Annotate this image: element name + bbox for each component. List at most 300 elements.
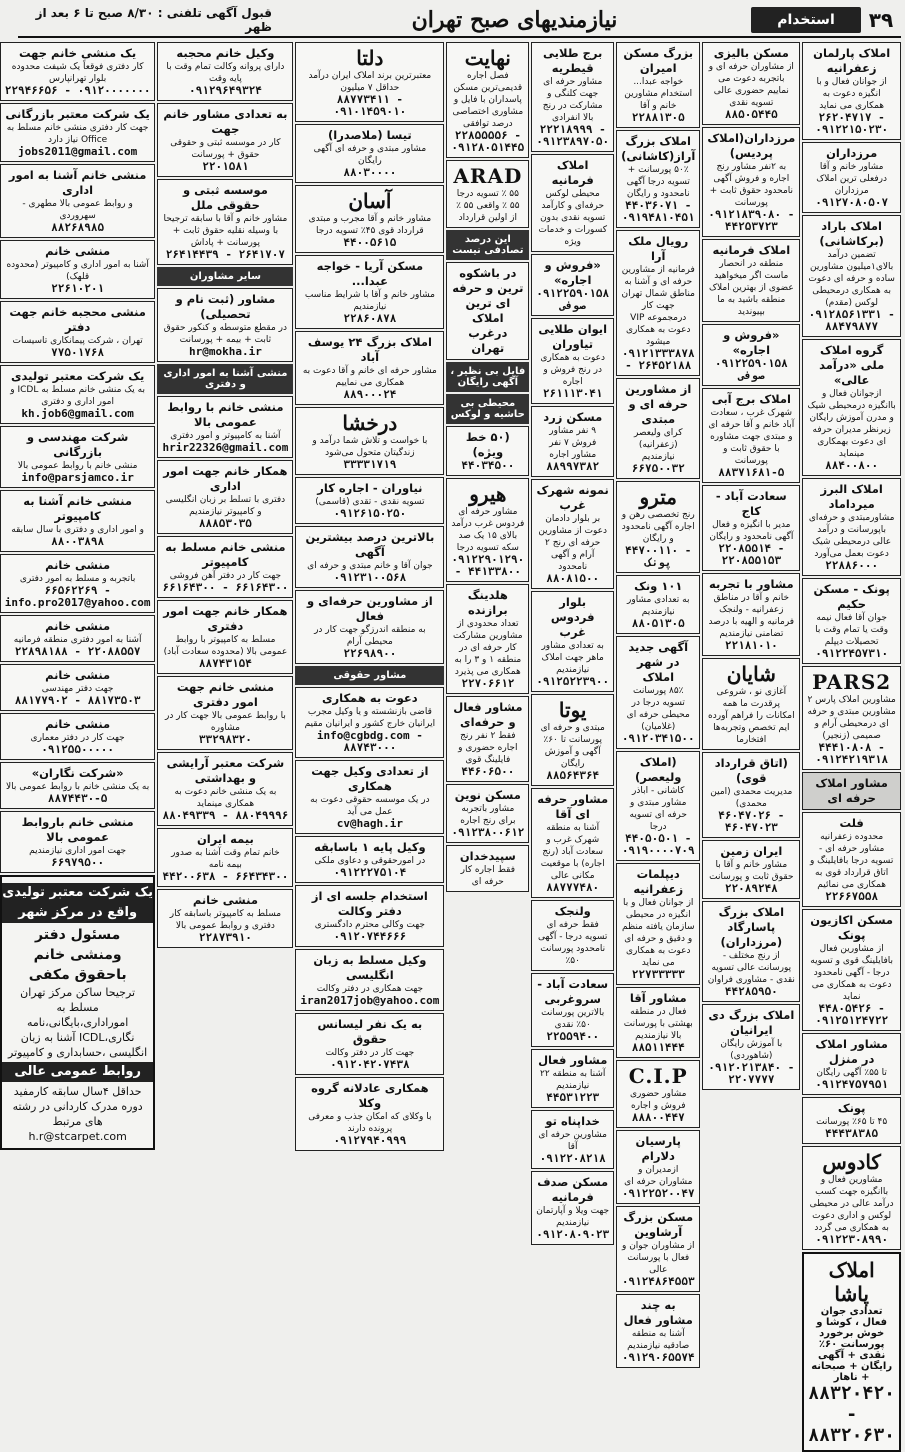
- ad-title: از تعدادی وکیل جهت همکاری: [311, 764, 429, 793]
- featured-job-title: مسئول دفتر ومنشی خانم باحقوق مکفی: [28, 927, 127, 983]
- featured-job-ad: [0, 875, 155, 1150]
- classified-ad: [531, 42, 614, 152]
- ad-phone: ۰۹۱۲۲۹۰۱۲۹۰ - ۴۴۱۳۳۸۰۰: [451, 553, 525, 578]
- classified-ad: [295, 885, 444, 947]
- ad-phone: hr@mokha.ir: [188, 345, 262, 358]
- ad-title: مسکن بزرگ آرشاوین: [623, 1210, 694, 1239]
- ad-title: موسسه ثبتی و حقوقی ملل: [183, 183, 268, 212]
- ad-phone: ۲۲۵۵۹۴۰۰: [546, 1030, 600, 1043]
- ad-body: کار در موسسه ثبتی و حقوقی حقوق + پورسانت: [170, 138, 281, 160]
- ad-body: مشاور حرفه ای خانم و آقا دعوت به همکاری می نماییم: [302, 366, 437, 388]
- ad-title: فلت: [839, 816, 864, 830]
- ad-body: مشاور خانم و آقا با شرایط مناسب نیازمندیم: [304, 290, 435, 312]
- classified-ad: [0, 240, 155, 299]
- ad-body: مبتدی و حرفه ای پورسانت تا ۶۰٪ آگهی و آموزش رایگان: [540, 723, 605, 769]
- ad-title: مسکن بالیزی: [713, 46, 789, 60]
- ad-phone: ۲۲۸۷۳۹۱۰: [198, 931, 252, 944]
- ad-phone: ۲۲۱۸۱۰۱۰: [724, 639, 778, 652]
- ad-title: همکار خانم جهت امور اداری: [163, 464, 288, 493]
- ad-phone: kh.job6@gmail.com: [21, 407, 134, 420]
- ad-title: نهایت: [464, 46, 511, 70]
- ad-body: جهت کار دفتری منشی خانم مسلط به Office نیاز دارد: [6, 123, 149, 145]
- ad-phone: ۴۴۰۳۴۵۰۰: [461, 459, 515, 472]
- ad-body: فقط حرفه ای تسویه درجا - آگهی نامحدود پورسانت ۵۰٪: [537, 920, 608, 966]
- ad-phone: ۰۹۱۲۳۸۰۰۶۱۲: [451, 826, 525, 839]
- classified-ad: [446, 160, 529, 228]
- classified-ad: [802, 1146, 901, 1250]
- section-divider: مشاور حقوقی: [295, 666, 444, 685]
- ad-phone: ۶۶۵۶۲۲۶۹ - info.pro2017@yahoo.com: [4, 584, 151, 609]
- ad-phone: ۴۴۴۱۰۸۰۸ - ۰۹۱۲۴۲۱۹۳۱۸: [815, 741, 889, 766]
- ad-phone: ۸۸۰۸۱۵۰۰: [546, 572, 600, 585]
- classified-ad: [616, 751, 700, 861]
- ad-phone: ۸۸۰۳۰۰۰۰: [343, 166, 397, 179]
- ad-body: به یک منشی خانم دعوت به همکاری مینماید: [174, 787, 277, 809]
- classified-ad: [446, 696, 529, 782]
- ad-phone: ۶۶۷۵۰۰۳۲: [631, 462, 685, 475]
- ad-body: ۵۵ ٪ تسویه درجا ۵۵ ٪ واقعی ۵۵ ٪ از اولین قرارداد: [456, 189, 520, 223]
- ad-phone: ۰۹۱۲۲۴۵۷۳۱۰: [815, 647, 889, 660]
- ad-body: از رنج مختلف - پورسانت عالی تسویه نقدی - مشاوری فراوان: [707, 951, 795, 985]
- ad-title: مرزداران: [826, 146, 878, 160]
- ad-phone: ۲۲۷۳۳۳۳۳: [631, 968, 685, 981]
- ad-title: پونک - مسکن حکیم: [813, 582, 890, 611]
- classified-ad: [157, 42, 293, 101]
- ad-body: در مقطع متوسطه و کنکور حقوق ثابت + بیمه + پورسانت: [163, 323, 287, 345]
- classified-ad: [295, 42, 444, 122]
- ad-column: [802, 42, 901, 1446]
- ad-body: مشاورین فعال و باانگیزه جهت کسب درآمد عالی در محیطی لوکس و اداری دعوت به همکاری می گردد: [809, 1175, 894, 1233]
- section-divider: محیطی بی حاشیه و لوکس: [446, 394, 529, 424]
- ad-phone: ۴۴۶۰۶۵۰۰: [461, 765, 515, 778]
- ad-phone: ۰۹۱۲۴۷۵۷۹۵۱: [815, 1078, 889, 1091]
- ad-title: منشی خانم مسلط به کامپیوتر: [165, 540, 286, 569]
- ad-title: یک شرکت معتبر بازرگانی: [5, 107, 150, 121]
- classified-ad: [616, 863, 700, 985]
- ad-phone: ۸۸۷۴۴۳۰-۵: [47, 792, 108, 805]
- ad-title: منشی محجبه خانم جهت دفتر: [9, 305, 146, 334]
- ad-column: [157, 42, 293, 1276]
- ad-title: برج طلایی قیطریه: [543, 46, 603, 75]
- ad-body: جوان آقا و خانم مبتدی و حرفه ای: [307, 561, 433, 571]
- ad-phone: ۸۸۵۶۴۳۶۴: [546, 769, 600, 782]
- ad-body: تا ۵۵٪ آگهی رایگان: [816, 1068, 887, 1078]
- ad-phone: ۲۲۶۱۰۲۰۱: [51, 282, 105, 295]
- ad-body: منطقه در انحصار ماست اگر میخواهید عضوی از بهترین املاک منطقه باشید به ما بپیوندید: [708, 259, 794, 317]
- ad-body: جهت دفتر مهندسی: [41, 684, 114, 694]
- classified-ad: [616, 378, 700, 479]
- ad-body: مشاور حرفه ای فردوس غرب درآمد بالای ۱۵ یک صد سکه تسویه درجا: [451, 507, 525, 553]
- ad-phone: ۰۹۱۲۲۵۹۰۱۵۸ صوفی: [714, 357, 788, 382]
- ad-title: منشی خانم: [45, 619, 111, 633]
- ad-title: استخدام جلسه ای از دفتر وکالت: [311, 889, 428, 918]
- ad-phone: ۸۸۵۰۵۴۴۵: [724, 108, 778, 121]
- ad-title: نمونه شهرک غرب: [536, 483, 609, 512]
- ad-title: به تعدادی مشاور خانم جهت: [163, 107, 288, 136]
- ad-body: خواجه عبدا... استخدام مشاورین خانم و آقا: [624, 77, 693, 111]
- classified-ad: [446, 426, 529, 476]
- classified-ad: [531, 788, 614, 898]
- ad-column: [616, 42, 700, 1364]
- featured-skills: مسلط به اموراداری،بایگانی،نامه نگاری،ICDL آشنا به زبان انگلیسی ،حسابداری و کامپیوتر: [8, 1001, 148, 1059]
- classified-ad: [531, 900, 614, 971]
- ad-title: املاک باراد (برکاشانی): [819, 219, 884, 248]
- ad-title: املاک فرمانیه: [551, 158, 594, 187]
- classified-ad: [802, 42, 901, 140]
- featured-subband: روابط عمومی عالی: [2, 1062, 154, 1082]
- ad-phone: ۴۴۷۰۰۱۱۰ - پونک: [625, 544, 692, 569]
- classified-ad: [702, 573, 800, 656]
- classified-ad: [446, 584, 529, 694]
- classified-ad: [702, 901, 800, 1002]
- ad-title: وکیل مسلط به زبان انگلیسی: [313, 953, 427, 982]
- ad-title: مشاور حرفه ای آقا: [537, 792, 609, 821]
- ad-body: ۹ نفر مشاور فروش ۷ نفر مشاور اجاره: [549, 426, 597, 460]
- ad-phone: ۰۹۱۲۹۶۴۹۳۲۴: [188, 84, 262, 97]
- ad-phone: ۴۴۲۸۵۹۵۰: [724, 985, 778, 998]
- classified-ad: [157, 396, 293, 458]
- ad-body: تهران ، شرکت پیمانکاری تاسیسات: [12, 336, 143, 346]
- ad-phone: ۲۲۰۱۵۸۱: [202, 160, 249, 173]
- ad-title: پارسیان دلارام: [635, 1134, 681, 1163]
- ad-phone: ۲۲۸۵۵۵۵۶ - ۰۹۱۲۸۰۵۱۴۴۵: [451, 129, 525, 154]
- featured-preference: ترجیحا ساکن مرکز تهران: [20, 986, 136, 999]
- classified-ad: [802, 478, 901, 576]
- ad-body: مدیر با انگیزه و فعال آگهی نامحدود و رایگان: [709, 520, 794, 542]
- ad-title: «فروش و اجاره»: [544, 258, 601, 287]
- ad-phone: ۴۴۲۰۰۶۳۸ - ۶۶۴۳۴۳۰۰: [162, 870, 289, 883]
- ad-title: مشاور آقا: [629, 991, 687, 1005]
- classified-ad: [295, 255, 444, 329]
- ad-title: شرکت مهندسی و بازرگانی: [26, 430, 129, 459]
- classified-ad: [157, 460, 293, 534]
- classified-ad: [0, 664, 155, 711]
- ad-title: یک شرکت معتبر تولیدی: [10, 369, 145, 383]
- ad-title: گروه املاک ملی «درآمد عالی»: [819, 343, 885, 387]
- classified-ad: [802, 666, 901, 770]
- ad-title: منشی خانم: [45, 244, 111, 258]
- ad-title: منشی خانم با روابط عمومی بالا: [167, 400, 284, 429]
- classified-ad: [616, 575, 700, 634]
- classified-ad: [295, 949, 444, 1011]
- classified-ad: [802, 812, 901, 907]
- ad-phone: ۸۸۰۰۳۸۹۸: [51, 535, 105, 548]
- ad-title: به چند مشاور فعال: [623, 1298, 693, 1327]
- ad-body: از مشاوران حرفه ای و باتجربه دعوت می نماییم حضوری عالی تسویه نقدی: [708, 62, 794, 108]
- ad-body: دارای پروانه وکالت تمام وقت با پایه وقت: [166, 62, 285, 84]
- ad-title: وکیل پایه ۱ باسابقه: [314, 840, 426, 854]
- ad-body: جهت امور اداری نیازمندیم: [29, 846, 127, 856]
- ad-body: جهت ویلا و آپارتمان نیازمندیم: [536, 1206, 610, 1228]
- ad-title: ایران زمین: [720, 844, 783, 858]
- classified-ad: [295, 124, 444, 183]
- ad-phone: ۸۸۷۴۳۱۵۴: [198, 657, 252, 670]
- ad-body: جوان آقا فعال نیمه وقت یا تمام وقت با تحصیلات دیپلم: [815, 613, 889, 647]
- classified-ad: [531, 406, 614, 477]
- ad-body: ازجوانان فعال و باانگیزه درمحیطی شیک و مدرن آموزش رایگان زیرنظر مدیران حرفه ای دعوت بهمکاری مینماید: [807, 389, 896, 459]
- ad-title: PARS2: [812, 670, 892, 694]
- classified-ad: [157, 179, 293, 265]
- ad-phone: ۸۸۰۴۹۳۳۹ - ۸۸۰۴۹۹۹۶: [162, 809, 289, 822]
- classified-ad: [702, 239, 800, 322]
- footer-ad-pasha: [802, 1252, 901, 1452]
- ad-phone: ۸۸۸۰۰۴۴۷: [631, 1111, 685, 1124]
- ad-title: مشاور با تجربه: [709, 577, 794, 591]
- featured-email: h.r@stcarpet.com: [28, 1130, 127, 1143]
- ad-title: به یک نفر لیسانس حقوق: [317, 1017, 423, 1046]
- ad-phone: info@parsjamco.ir: [21, 471, 134, 484]
- ad-phone: ۲۲۲۱۸۹۹۹ - ۰۹۱۲۳۸۹۷۰۵۰: [536, 123, 610, 148]
- classified-ad: [157, 103, 293, 177]
- ad-body: مشاور حضوری فروش و اجاره: [629, 1089, 687, 1111]
- ad-title: رویال ملک آرا: [628, 234, 689, 263]
- ad-column: [0, 42, 155, 1276]
- ad-body: فرمانیه از مشاورین حرفه ای و آشنا به مناطق شمال تهران جهت کار درمجموعه VIP دعوت به همکاری میشود: [621, 265, 695, 347]
- classified-ad: [616, 1294, 700, 1368]
- classified-ad: [616, 987, 700, 1058]
- ad-body: مشاور حرفه ای جهت کلنگی و مشارکت در رنج بالا انفرادی: [542, 77, 603, 123]
- ad-title: کادوس: [822, 1150, 881, 1174]
- ad-title: مشاور فعال: [538, 1053, 608, 1067]
- ad-title: مسکن اکازیون پونک: [810, 913, 894, 942]
- ad-phone: ۸۸۴۰۰۸۰۰: [825, 459, 879, 472]
- ad-column: [702, 42, 800, 1276]
- classified-ad: [0, 762, 155, 809]
- classified-ad: [702, 840, 800, 899]
- ad-body: فصل اجاره قدیمی‌ترین مسکن پاسداران با فایل و مشاوری اختصاصی درصد توافقی: [452, 71, 524, 129]
- section-divider: منشی آشنا به امور اداری و دفتری: [157, 364, 293, 394]
- classified-ad: [295, 1077, 444, 1151]
- classified-ad: [702, 752, 800, 838]
- classified-ad: [295, 836, 444, 883]
- classified-ad: [616, 636, 700, 749]
- ad-title: (املاک ولیعصر): [635, 755, 682, 784]
- ad-phone: ۰۹۱۲۷۰۸۰۵۰۷: [815, 196, 889, 209]
- classified-ad: [616, 130, 700, 228]
- ad-title: منشی خانم: [45, 717, 111, 731]
- ad-body: کار دفتری فوقعاً یک شیفت محدوده بلوار تهرانپارس: [11, 62, 144, 84]
- ad-body: معتبرترین برند املاک ایران درآمد حداقل ۷ میلیون: [308, 71, 432, 93]
- ad-phone: ۰۹۱۲۲۵۹۰۱۵۸ صوفی: [536, 287, 610, 312]
- classified-ad: [616, 481, 700, 573]
- ad-body: به تعدادی مشاور ماهر جهت املاک نیازمندیم: [541, 641, 604, 675]
- footer-ad-body: تعدادی جوان فعال ، کوشا و خوش برخورد پورسانت ۶۰٪ نقدی + آگهی رایگان + صبحانه + ناهار: [811, 1306, 893, 1383]
- ad-body: جهت کار در دفتر آهن فروشی: [169, 571, 282, 581]
- classified-ad: [295, 331, 444, 405]
- ad-title: املاک پارلمان زعفرانیه: [813, 46, 891, 75]
- ad-body: ۵۰٪ پورسانت + تسویه درجا آگهی نامحدود و رایگان: [626, 165, 690, 199]
- ad-title: املاک بزرگ دی ایرانیان: [708, 1008, 795, 1037]
- ad-body: به یک منشی خانم با روابط عمومی بالا: [6, 782, 150, 792]
- ad-phone: ۸۸۸۵۳۰۳۵: [198, 517, 252, 530]
- classified-ad: [702, 324, 800, 386]
- ad-phone: ۴۴۰۳۶۰۷۱ - ۰۹۱۹۴۸۱۰۴۵۱: [621, 199, 695, 224]
- classified-ad: [0, 490, 155, 552]
- ad-body: کرای ولیعصر (زعفرانیه) نیازمندیم: [633, 428, 683, 462]
- ad-body: کاشانی - اباذر مشاور مبتدی و حرفه ای تسویه درجا: [629, 786, 687, 832]
- classified-ad: [702, 42, 800, 125]
- classified-ad: [0, 103, 155, 162]
- classified-ad: [702, 1004, 800, 1090]
- ad-phone: ۴۴۰۰۵۶۱۵: [343, 236, 397, 249]
- section-divider: سایر مشاوران: [157, 267, 293, 286]
- ad-body: دعوت به همکاری در رنج فروش و اجاره: [540, 353, 605, 387]
- ad-phone: ۰۹۱۲۹۰۶۵۵۷۴: [621, 1351, 695, 1364]
- ad-body: در یک موسسه حقوقی دعوت به عمل می آید: [310, 795, 430, 817]
- newspaper-header: [18, 4, 901, 38]
- ad-phone: ۲۲۹۴۶۶۵۶ - ۰۹۱۲۰۰۰۰۰۰۰: [4, 84, 151, 97]
- ad-phone: ۴۴۸۰۵۴۲۶ - ۰۹۱۲۵۱۲۴۷۲۲: [815, 1002, 889, 1027]
- ad-phone: ۸۸۷۷۳۴۱۱ - ۰۹۱۰۱۴۵۹۰۱۰: [333, 93, 407, 118]
- ad-phone: ۰۹۱۲۵۵۰۰۰۰۰: [41, 743, 115, 756]
- ad-title: مترو: [639, 485, 677, 509]
- ad-body: جهت کار در دفتر وکالت: [325, 1048, 415, 1058]
- ad-phone: ۰۹۱۲۶۱۵۰۲۵۰: [333, 507, 407, 520]
- ad-phone: cv@hagh.ir: [336, 817, 403, 830]
- ad-phone: ۰۹۱۲۴۸۶۴۵۵۳: [621, 1275, 695, 1288]
- ad-title: املاک فرمانیه: [712, 243, 791, 257]
- ad-title: تیسا (ملاصدرا): [328, 128, 412, 142]
- classified-ad: [702, 658, 800, 750]
- classified-ad: [802, 1097, 901, 1144]
- featured-band: یک شرکت معتبر تولیدی واقع در مرکز شهر: [2, 883, 154, 923]
- ad-title: ۱۰۱ ونک: [634, 579, 683, 593]
- ad-phone: ۲۲۰۸۹۲۴۸: [724, 882, 778, 895]
- ad-body: فقط اجاره کار حرفه ای: [460, 865, 516, 887]
- ad-phone: ۰۹۱۲۲۳۰۸۹۹۰: [815, 1233, 889, 1246]
- classified-ad: [0, 42, 155, 101]
- ad-body: آشنا به منطقه ۲۲ نیازمندیم: [540, 1069, 606, 1091]
- classified-ad: [702, 127, 800, 237]
- ad-phone: ۸۸۵۱۱۴۴۴: [631, 1041, 685, 1054]
- ad-title: آسان: [348, 189, 392, 213]
- ad-title: بالاترین درصد بیشترین آگهی: [305, 530, 435, 559]
- ad-body: دفتری با تسلط بر زبان انگلیسی و کامپیوتر نیازمندیم: [165, 495, 286, 517]
- ad-body: بر بلوار دادمان دعوت از مشاورین حرفه ای رنج ۲ آرام و آگهی نامحدود: [538, 514, 608, 572]
- ad-body: آشنا به کامپیوتر و امور دفتری: [170, 431, 281, 441]
- ad-phone: hrir22326@gmail.com: [162, 441, 289, 454]
- ad-title: مسکن صدف فرمانیه: [537, 1175, 609, 1204]
- ad-phone: ۷۷۵۰۱۷۶۸: [51, 346, 105, 359]
- ad-column: [295, 42, 444, 1276]
- classified-ad: [157, 676, 293, 750]
- classified-ad: [531, 154, 614, 252]
- ad-phone: ۲۲۷۰۶۶۱۲: [461, 677, 515, 690]
- classified-ad: [802, 772, 901, 810]
- ad-body: شهرک غرب ، سعادت آباد خانم و آقا حرفه ای و مبتدی جهت مشاوره با حقوق ثابت و پورسانت: [708, 408, 795, 466]
- ad-title: ایوان طلایی تیاوران: [538, 322, 608, 351]
- ad-body: مشاور خانم و آقا با حقوق ثابت و پورسانت: [709, 860, 794, 882]
- ad-body: محدوده زعفرانیه مشاور حرفه ای - تسویه درجا بافایلینگ و اتاق قرارداد قوی به همکاری می نمائیم: [809, 832, 894, 890]
- ad-body: آشنا به امور دفتری منطقه فرمانیه: [13, 635, 142, 645]
- ad-title: منشی خانم: [45, 558, 111, 572]
- ad-body: به ۲نفر مشاور رنج اجاره و فروش آگهی نامحدود حقوق ثابت + پورسانت: [709, 162, 794, 208]
- classified-ad: [702, 388, 800, 483]
- ad-phone: ۸۸۹۰۰۰۲۴: [343, 388, 397, 401]
- classified-ad: [702, 485, 800, 571]
- ad-phone: ۰۹۱۲۰۲۱۳۸۴۰ - ۲۲۰۷۷۷۷: [708, 1061, 795, 1086]
- ad-body: آشنا به امور اداری و کامپیوتر (محدوده قلهک): [6, 260, 149, 282]
- ad-title: املاک بزرگ پاسارگاد (مرزداران): [718, 905, 785, 949]
- ad-phone: ۴۴۴۳۸۳۸۵: [825, 1127, 879, 1140]
- ad-title: مسکن آریا - خواجه عبدا...: [316, 259, 424, 288]
- ad-title: منشی خانم جهت امور دفتری: [176, 680, 274, 709]
- ad-title: ولنجک: [554, 904, 591, 918]
- ad-phone: ۳۳۲۹۸۳۲۰: [198, 733, 252, 746]
- ad-phone: ۲۲۶۶۷۵۵۸: [825, 890, 879, 903]
- ad-title: همکاری عادلانه گروه وکلا: [311, 1081, 429, 1110]
- ad-body: در امورحقوقی و دعاوی ملکی: [314, 856, 426, 866]
- ad-title: مسکن زرد: [543, 410, 603, 424]
- ad-title: دیپلمات زعفرانیه: [633, 867, 684, 896]
- classified-ad: [616, 230, 700, 376]
- classified-ad: [802, 909, 901, 1031]
- ad-title: بزرگ مسکن امیران: [623, 46, 694, 75]
- classified-ad: [616, 1060, 700, 1128]
- ad-phone: ۸۸۲۶۸۹۸۵: [51, 221, 105, 234]
- ad-title: سعادت آباد - سروغربی: [537, 977, 609, 1006]
- classified-ad: [531, 1049, 614, 1108]
- ad-phone: ۲۶۱۱۱۳۰۴۱: [542, 387, 603, 400]
- classified-ad: [531, 479, 614, 589]
- ad-phone: ۲۲۸۹۸۱۸۸ - ۲۲۰۸۸۵۵۷: [14, 645, 141, 658]
- page-title: نیازمندیهای صبح تهران: [411, 7, 618, 33]
- ad-body: مسلط به کامپیوتر با روابط عمومی بالا (محدوده سعادت آباد): [163, 635, 288, 657]
- classified-ad: [616, 1130, 700, 1204]
- ad-title: یک منشی خانم جهت: [19, 46, 137, 60]
- classified-ad: [295, 526, 444, 588]
- ad-title: پونک: [837, 1101, 866, 1115]
- classified-ad: [295, 760, 444, 834]
- classified-ad: [446, 784, 529, 843]
- ad-body: آشنا به منطقه شهرک غرب و سعادت آباد (رنج اجاره) با موقعیت مکانی عالی: [540, 823, 605, 881]
- ad-title: ARAD: [453, 164, 523, 188]
- ad-body: آغازی نو ، شروعی پرقدرت ما همه امکانات را فراهم آورده ایم تخصص وتجربه‌ها افتخارما: [708, 687, 795, 745]
- classified-ad: [295, 477, 444, 524]
- ad-phone: ۴۶۰۴۷۰۲۶ - ۴۶۰۴۷۰۲۳: [718, 809, 785, 834]
- ad-phone: ۴۴۰۵۰۵۰۱ - ۰۹۱۹۰۰۰۰۷۰۹: [621, 832, 695, 857]
- ad-title: املاک البرز میرداماد: [820, 482, 883, 511]
- ad-phone: ۰۹۱۲۰۴۲۰۷۴۳۸: [330, 1058, 410, 1071]
- ad-body: با روابط عمومی بالا جهت کار در مشاوره: [164, 711, 286, 733]
- ad-phone: ۰۹۱۲۳۱۰۰۵۶۸: [333, 571, 407, 584]
- ad-title: دلتا: [356, 46, 384, 70]
- section-label: استخدام: [751, 7, 861, 33]
- ad-body: مشاور خانم و آقا درفعلی ترین املاک مرزداران: [816, 162, 888, 196]
- ad-phone: ۰۹۱۲۲۰۸۲۱۸: [539, 1152, 606, 1165]
- ad-title: نیاوران - اجاره کار: [317, 481, 423, 495]
- ad-column: [446, 42, 529, 1276]
- ad-title: دعوت به همکاری: [322, 691, 418, 705]
- ad-body: رنج تخصصی رهن و اجاره آگهی نامحدود و رایگان: [621, 510, 695, 544]
- classified-ad: [295, 687, 444, 758]
- ad-body: آشنا به منطقه صادقیه نیازمندیم: [627, 1329, 690, 1351]
- ad-phone: iran2017job@yahoo.com: [300, 994, 440, 1007]
- classified-ad: [802, 142, 901, 213]
- ad-phone: ۸۸۳۷۱۶۸۱-۵: [718, 466, 785, 479]
- ad-title: سپیدخدان: [459, 849, 516, 863]
- classified-ad: [802, 339, 901, 476]
- ad-title: آگهی جدید در شهر املاک: [628, 640, 689, 684]
- ad-phone: ۰۹۱۲۰۸۰۹۰۲۳: [536, 1228, 610, 1241]
- ad-body: از مشاورین فعال بافایلینگ قوی و تسویه درجا - آگهی نامحدود دعوت به همکاری می نماید: [810, 944, 893, 1002]
- ad-title: هیرو: [469, 482, 507, 506]
- ad-phone: ۰۹۱۲۷۹۴۰۹۹۹: [333, 1134, 407, 1147]
- ad-phone: ۲۲۶۹۸۹۰۰: [343, 647, 397, 660]
- ad-phone: ۸۸۷۷۷۴۸۰: [546, 881, 600, 894]
- ad-title: مشاور (ثبت نام و تحصیلی): [175, 292, 276, 321]
- ad-body: مشاورین املاک پارس ۲ مشاورین مبتدی و حرفه ای درمحیطی آرام و صمیمی (زنجیر): [807, 695, 896, 741]
